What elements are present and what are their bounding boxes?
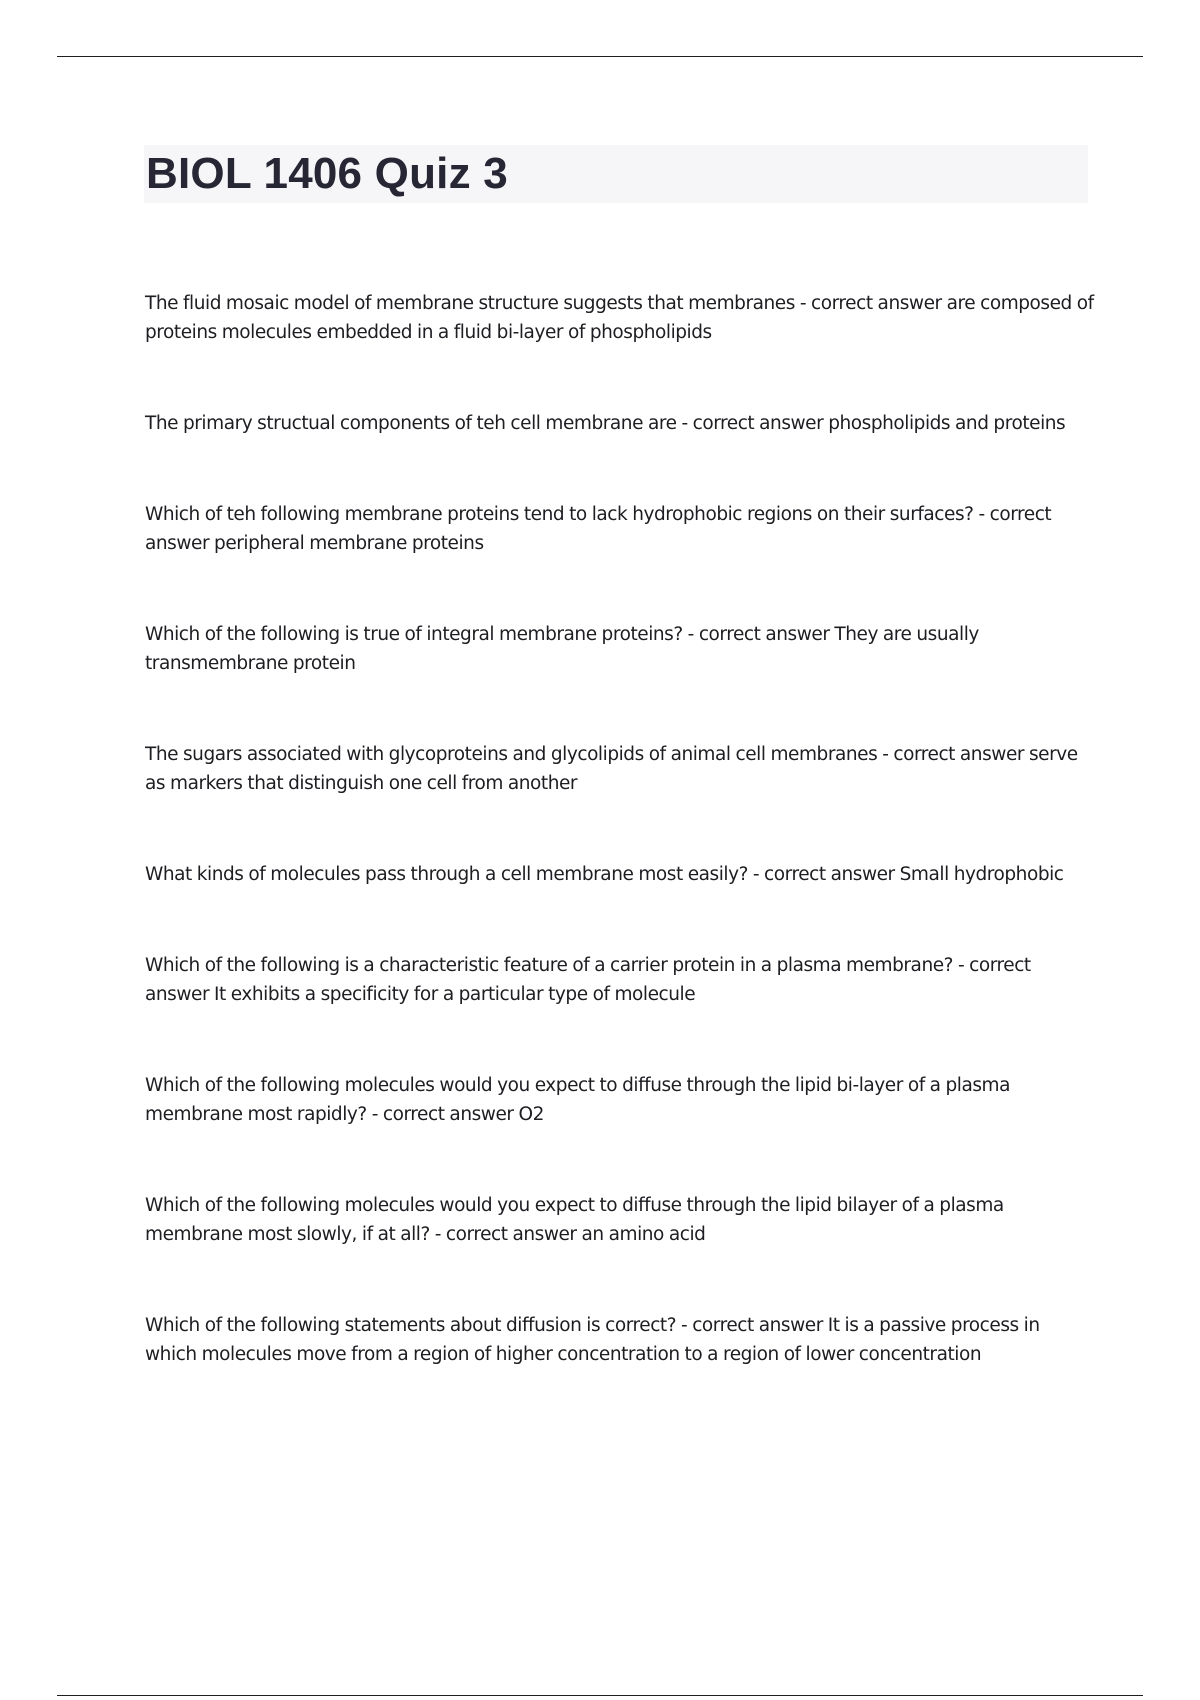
qa-item: Which of the following statements about diffusion is correct? - correct answer It is a passive process in which molecules move from a region of higher concentration to a region of lower concentration xyxy=(145,1315,1040,1365)
qa-item: Which of teh following membrane proteins tend to lack hydrophobic regions on their surfaces? - correct answer peripheral membrane proteins xyxy=(145,504,1052,554)
page-title: BIOL 1406 Quiz 3 xyxy=(146,149,508,198)
qa-item: Which of the following is a characteristic feature of a carrier protein in a plasma membrane? - correct answer It exhibits a specificity for a particular type of molecule xyxy=(145,955,1031,1005)
qa-item: The sugars associated with glycoproteins and glycolipids of animal cell membranes - correct answer serve as markers that distinguish one cell from another xyxy=(145,744,1078,794)
bottom-rule xyxy=(57,1695,1143,1696)
qa-item: The fluid mosaic model of membrane structure suggests that membranes - correct answer are composed of proteins molecules embedded in a fluid bi-layer of phospholipids xyxy=(145,293,1094,343)
qa-item: Which of the following molecules would you expect to diffuse through the lipid bilayer of a plasma membrane most slowly, if at all? - correct answer an amino acid xyxy=(145,1195,1004,1245)
qa-item: What kinds of molecules pass through a cell membrane most easily? - correct answer Small hydrophobic xyxy=(145,864,1064,885)
qa-item: The primary structual components of teh cell membrane are - correct answer phospholipids and proteins xyxy=(145,413,1066,434)
qa-item: Which of the following is true of integral membrane proteins? - correct answer They are usually transmembrane protein xyxy=(145,624,979,674)
qa-list xyxy=(145,290,1095,1432)
top-rule xyxy=(57,56,1143,57)
qa-item: Which of the following molecules would you expect to diffuse through the lipid bi-layer of a plasma membrane most rapidly? - correct answer O2 xyxy=(145,1075,1011,1125)
